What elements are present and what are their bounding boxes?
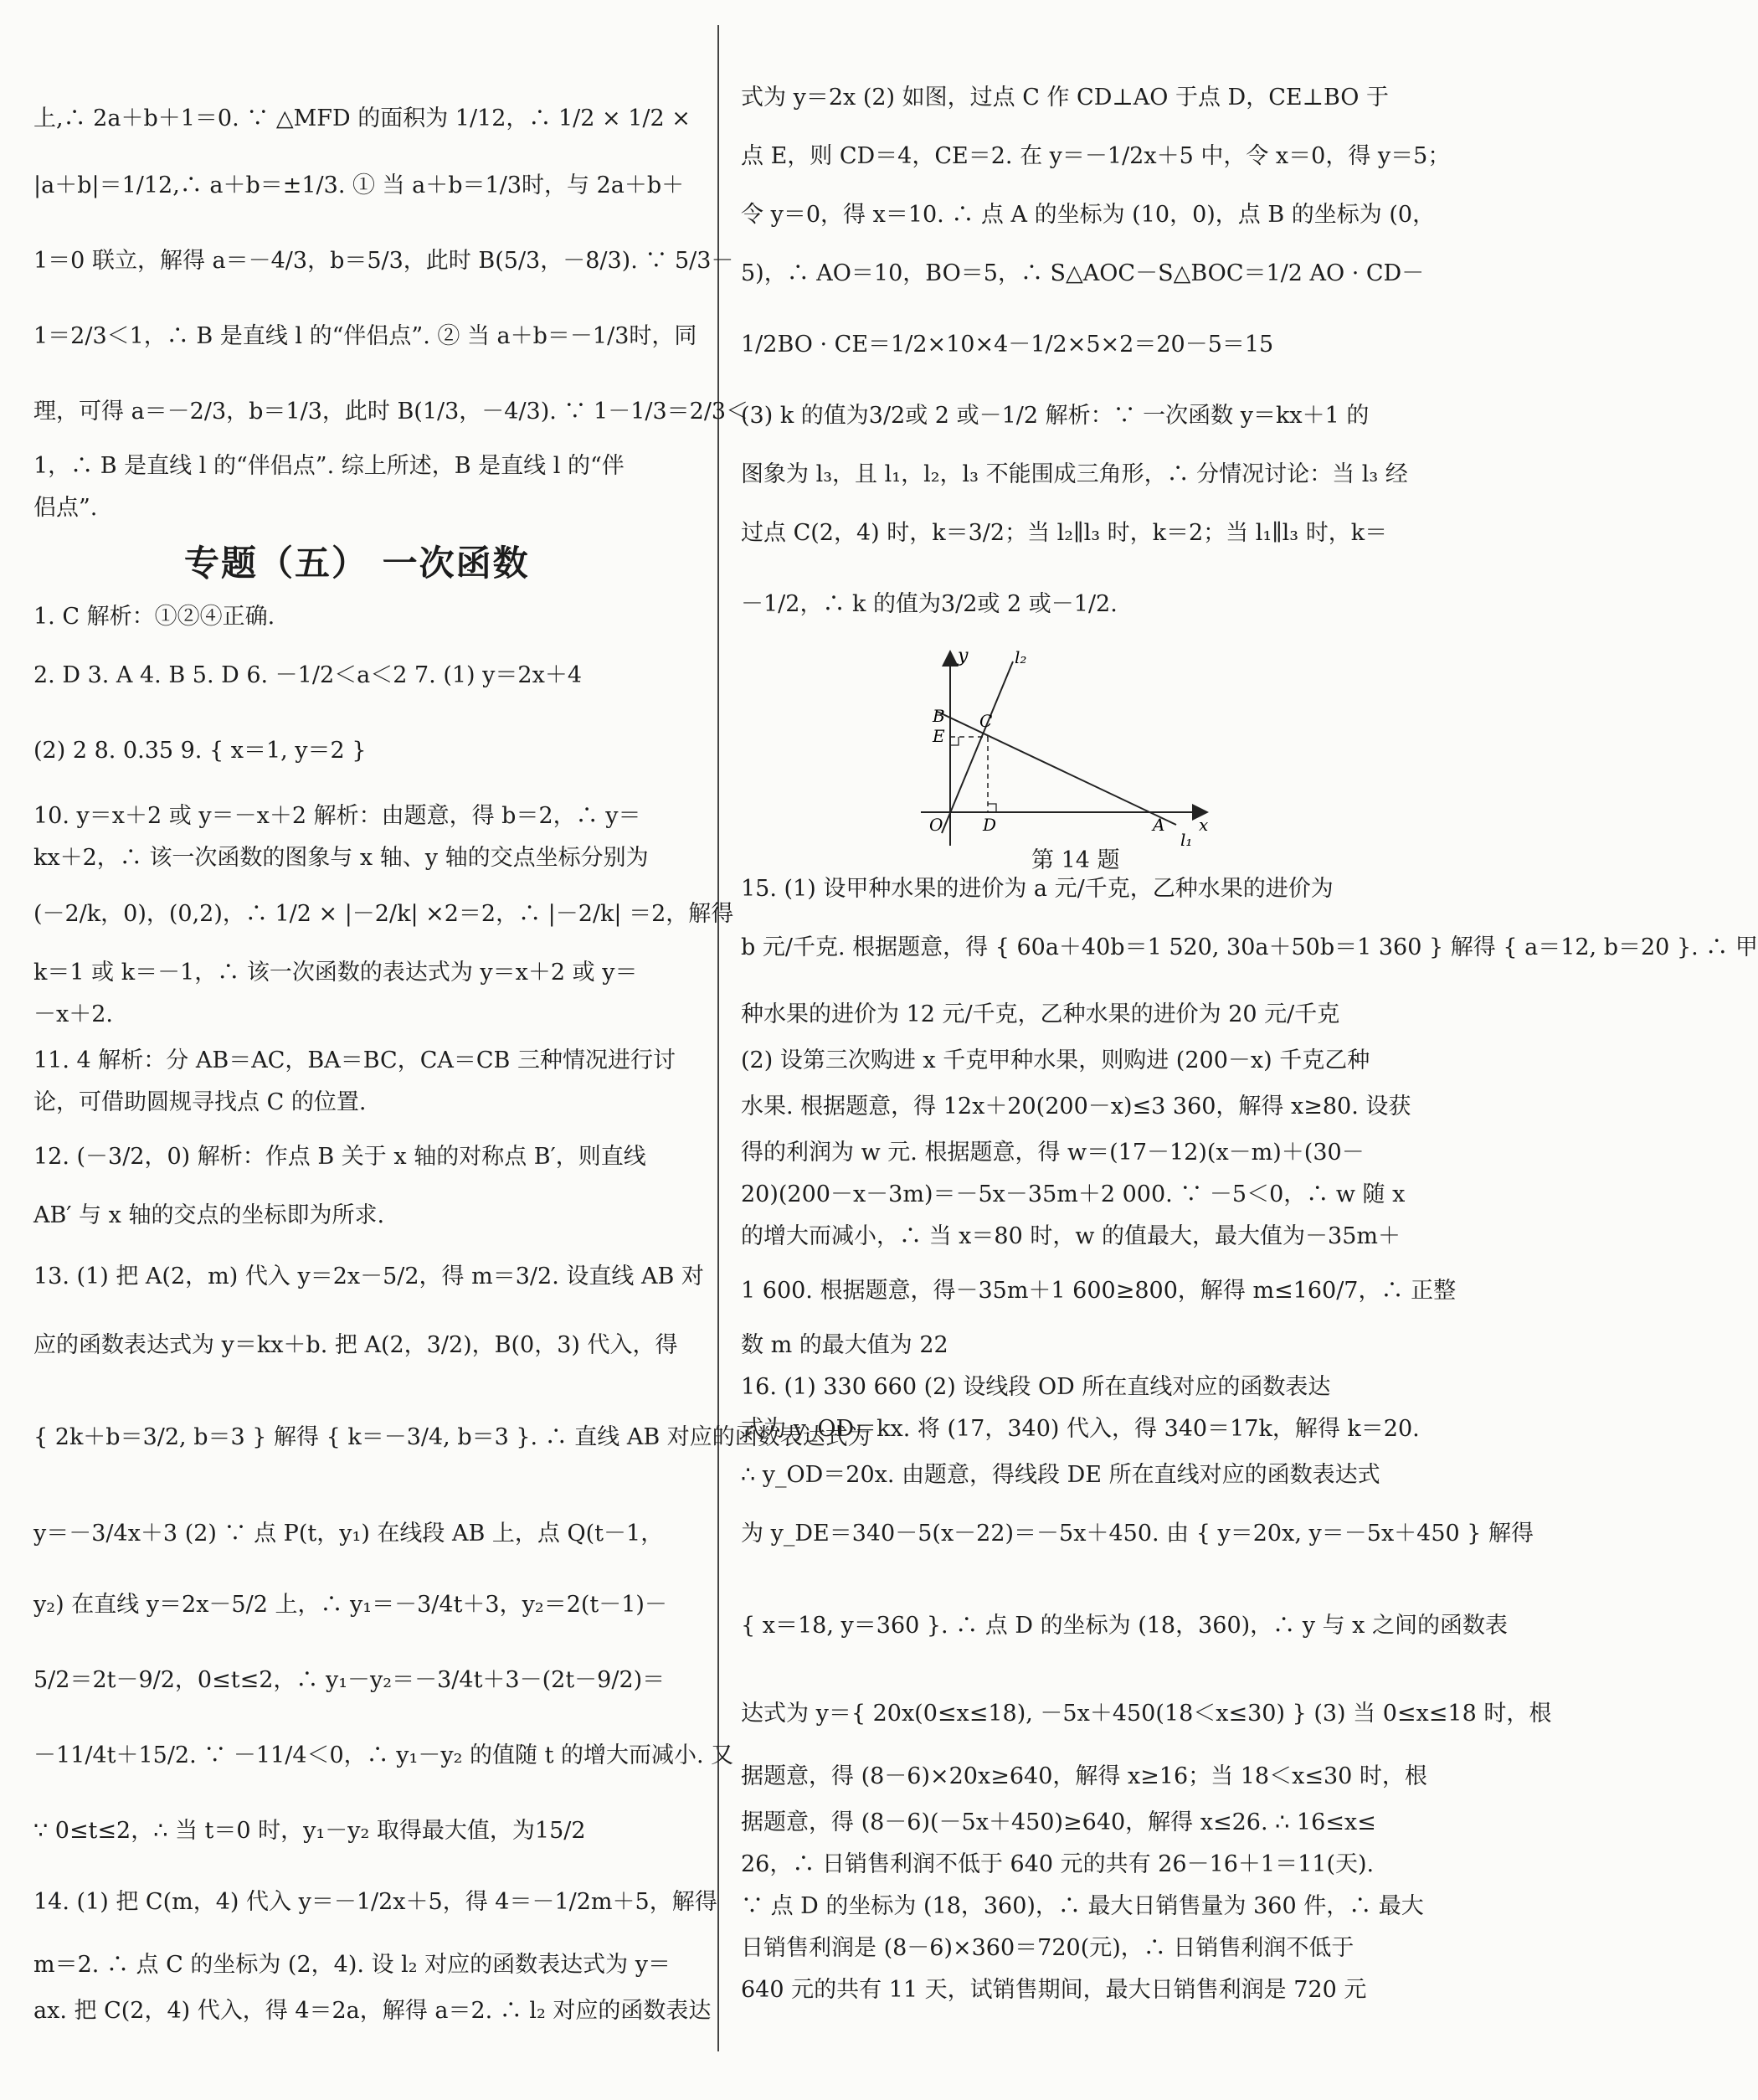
answer-line: 640 元的共有 11 天，试销售期间，最大日销售利润是 720 元: [741, 1977, 1367, 2003]
answer-line: 1. C 解析：①②④正确.: [33, 604, 275, 630]
answer-line: 2. D 3. A 4. B 5. D 6. －1/2＜a＜2 7. (1) y＝2x＋4: [33, 662, 583, 688]
label-l2: l₂: [1015, 647, 1027, 667]
answer-line: 16. (1) 330 660 (2) 设线段 OD 所在直线对应的函数表达: [741, 1374, 1331, 1400]
answer-line: 14. (1) 把 C(m，4) 代入 y＝－1/2x＋5，得 4＝－1/2m＋5，解得: [33, 1889, 717, 1915]
text-line: 过点 C(2，4) 时，k＝3/2；当 l₂∥l₃ 时，k＝2；当 l₁∥l₃ 时，k＝: [741, 520, 1388, 546]
figure-caption: 第 14 题: [1031, 847, 1120, 873]
answer-line: 达式为 y＝{ 20x(0≤x≤18), －5x＋450(18＜x≤30) } (3) 当 0≤x≤18 时，根: [741, 1701, 1552, 1727]
answer-line: 据题意，得 (8－6)×20x≥640，解得 x≥16；当 18＜x≤30 时，根: [741, 1763, 1427, 1789]
label-d: D: [983, 815, 997, 835]
answer-line: y₂) 在直线 y＝2x－5/2 上，∴ y₁＝－3/4t＋3，y₂＝2(t－1)－: [33, 1592, 667, 1618]
answer-line: 种水果的进价为 12 元/千克，乙种水果的进价为 20 元/千克: [741, 1001, 1340, 1027]
answer-line: 日销售利润是 (8－6)×360＝720(元)，∴ 日销售利润不低于: [741, 1935, 1354, 1961]
answer-line: －x＋2.: [33, 1001, 113, 1027]
right-angle-d: [988, 804, 996, 812]
answer-line: 水果. 根据题意，得 12x＋20(200－x)≤3 360，解得 x≥80. 设获: [741, 1094, 1411, 1119]
answer-line: 12. (－3/2，0) 解析：作点 B 关于 x 轴的对称点 B′，则直线: [33, 1144, 646, 1170]
answer-line: 15. (1) 设甲种水果的进价为 a 元/千克，乙种水果的进价为: [741, 876, 1334, 902]
answer-line: 10. y＝x＋2 或 y＝－x＋2 解析：由题意，得 b＝2，∴ y＝: [33, 803, 641, 829]
section-title: 专题（五） 一次函数: [184, 543, 530, 584]
answer-line: m＝2. ∴ 点 C 的坐标为 (2，4). 设 l₂ 对应的函数表达式为 y＝: [33, 1952, 671, 1978]
label-l1: l₁: [1180, 830, 1193, 850]
label-c: C: [979, 711, 993, 731]
text-line: 理，可得 a＝－2/3，b＝1/3，此时 B(1/3，－4/3). ∵ 1－1/3＝2/3＜: [33, 399, 749, 425]
answer-line: y＝－3/4x＋3 (2) ∵ 点 P(t，y₁) 在线段 AB 上，点 Q(t－1，: [33, 1521, 664, 1547]
answer-line: 论，可借助圆规寻找点 C 的位置.: [33, 1089, 367, 1115]
line-l2: [942, 661, 1013, 833]
text-line: 1＝0 联立，解得 a＝－4/3，b＝5/3，此时 B(5/3，－8/3). ∵ 5/3－: [33, 248, 734, 274]
text-line: 式为 y＝2x (2) 如图，过点 C 作 CD⊥AO 于点 D，CE⊥BO 于: [741, 85, 1390, 111]
label-x: x: [1199, 815, 1209, 835]
text-line: 1/2BO · CE＝1/2×10×4－1/2×5×2＝20－5＝15: [741, 332, 1274, 358]
text-line: 1，∴ B 是直线 l 的“伴侣点”. 综上所述，B 是直线 l 的“伴: [33, 453, 625, 479]
answer-line: ∵ 0≤t≤2，∴ 当 t＝0 时，y₁－y₂ 取得最大值，为15/2: [33, 1818, 586, 1844]
label-b: B: [933, 706, 945, 726]
text-line: 上,∴ 2a＋b＋1＝0. ∵ △MFD 的面积为 1/12，∴ 1/2 × 1/2 ×: [33, 106, 691, 131]
line-l1: [938, 712, 1176, 825]
text-line: 点 E，则 CD＝4，CE＝2. 在 y＝－1/2x＋5 中，令 x＝0，得 y＝5；: [741, 143, 1451, 169]
answer-line: ax. 把 C(2，4) 代入，得 4＝2a，解得 a＝2. ∴ l₂ 对应的函数表达: [33, 1998, 712, 2024]
answer-line: ∵ 点 D 的坐标为 (18，360)，∴ 最大日销售量为 360 件，∴ 最大: [741, 1893, 1424, 1919]
answer-line: 26，∴ 日销售利润不低于 640 元的共有 26－16＋1＝11(天).: [741, 1851, 1375, 1877]
answer-line: 为 y_DE＝340－5(x－22)＝－5x＋450. 由 { y＝20x, y＝－5x＋450 } 解得: [741, 1521, 1534, 1547]
answer-line: 式为 y_OD＝kx. 将 (17，340) 代入，得 340＝17k，解得 k＝20.: [741, 1416, 1420, 1442]
answer-line: { 2k＋b＝3/2, b＝3 } 解得 { k＝－3/4, b＝3 }. ∴ 直线 AB 对应的函数表达式为: [33, 1424, 871, 1450]
answer-line: 应的函数表达式为 y＝kx＋b. 把 A(2，3/2)，B(0，3) 代入，得: [33, 1332, 678, 1358]
label-o: O: [929, 815, 943, 835]
answer-line: 1 600. 根据题意，得－35m＋1 600≥800，解得 m≤160/7，∴ 正整: [741, 1278, 1457, 1304]
right-angle-e: [950, 737, 959, 745]
answer-line: －11/4t＋15/2. ∵ －11/4＜0，∴ y₁－y₂ 的值随 t 的增大而减小. 又: [33, 1742, 734, 1768]
answer-line: { x＝18, y＝360 }. ∴ 点 D 的坐标为 (18，360)，∴ y 与 x 之间的函数表: [741, 1613, 1508, 1639]
label-a: A: [1153, 815, 1165, 835]
answer-line: 11. 4 解析：分 AB＝AC，BA＝BC，CA＝CB 三种情况进行讨: [33, 1047, 676, 1073]
answer-line: (2) 2 8. 0.35 9. { x＝1, y＝2 }: [33, 738, 367, 764]
answer-line: 20)(200－x－3m)＝－5x－35m＋2 000. ∵ －5＜0，∴ w 随 x: [741, 1181, 1406, 1207]
answer-line: 的增大而减小，∴ 当 x＝80 时，w 的值最大，最大值为－35m＋: [741, 1223, 1401, 1249]
answer-line: 得的利润为 w 元. 根据题意，得 w＝(17－12)(x－m)＋(30－: [741, 1140, 1365, 1166]
answer-line: AB′ 与 x 轴的交点的坐标即为所求.: [33, 1202, 385, 1228]
answer-line: b 元/千克. 根据题意，得 { 60a＋40b＝1 520, 30a＋50b＝1 360 } 解得 { a＝12, b＝20 }. ∴ 甲: [741, 934, 1758, 960]
answer-line: 数 m 的最大值为 22: [741, 1332, 948, 1358]
answer-line: 5/2＝2t－9/2，0≤t≤2，∴ y₁－y₂＝－3/4t＋3－(2t－9/2)＝: [33, 1667, 666, 1693]
answer-line: k＝1 或 k＝－1，∴ 该一次函数的表达式为 y＝x＋2 或 y＝: [33, 960, 638, 986]
answer-line: 13. (1) 把 A(2，m) 代入 y＝2x－5/2，得 m＝3/2. 设直线 AB 对: [33, 1264, 704, 1289]
text-line: －1/2，∴ k 的值为3/2或 2 或－1/2.: [741, 591, 1118, 617]
text-line: 令 y＝0，得 x＝10. ∴ 点 A 的坐标为 (10，0)，点 B 的坐标为 (0，: [741, 202, 1436, 228]
geometry-figure: [921, 645, 1231, 858]
label-y: y: [958, 646, 969, 667]
answer-line: (－2/k，0)，(0,2)，∴ 1/2 × |－2/k| ×2＝2，∴ |－2/k| ＝2，解得: [33, 901, 734, 927]
text-line: 5)，∴ AO＝10，BO＝5，∴ S△AOC－S△BOC＝1/2 AO · CD－: [741, 260, 1425, 286]
answer-line: ∴ y_OD＝20x. 由题意，得线段 DE 所在直线对应的函数表达式: [741, 1462, 1380, 1488]
answer-line: kx＋2，∴ 该一次函数的图象与 x 轴、y 轴的交点坐标分别为: [33, 845, 649, 871]
text-line: |a＋b|＝1/12,∴ a＋b＝±1/3. ① 当 a＋b＝1/3时，与 2a＋b＋: [33, 172, 685, 198]
label-e: E: [933, 726, 945, 746]
text-line: 侣点”.: [33, 495, 98, 521]
answer-line: 据题意，得 (8－6)(－5x＋450)≥640，解得 x≤26. ∴ 16≤x≤: [741, 1809, 1376, 1835]
answer-line: (2) 设第三次购进 x 千克甲种水果，则购进 (200－x) 千克乙种: [741, 1047, 1370, 1073]
text-line: (3) k 的值为3/2或 2 或－1/2 解析：∵ 一次函数 y＝kx＋1 的: [741, 403, 1370, 429]
text-line: 图象为 l₃，且 l₁，l₂，l₃ 不能围成三角形，∴ 分情况讨论：当 l₃ 经: [741, 461, 1408, 487]
text-line: 1＝2/3＜1，∴ B 是直线 l 的“伴侣点”. ② 当 a＋b＝－1/3时，同: [33, 323, 697, 349]
